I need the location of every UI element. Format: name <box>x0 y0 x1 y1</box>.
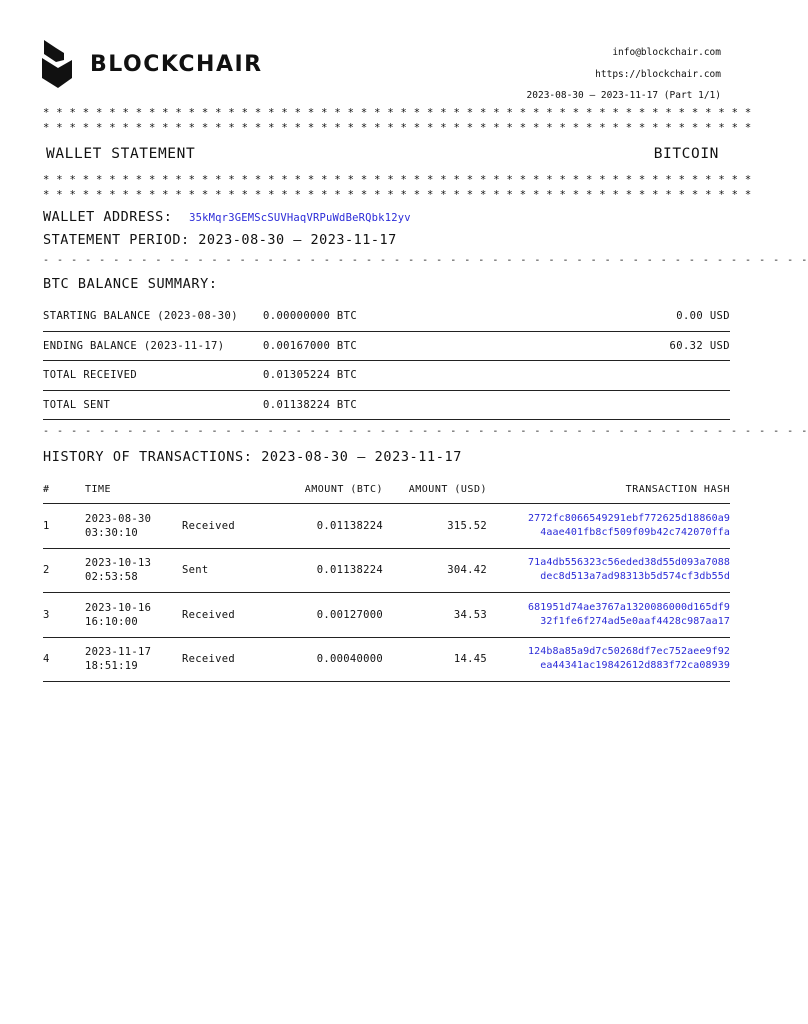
tx-type: Received <box>182 653 235 666</box>
statement-range-part: 2023-08-30 — 2023-11-17 (Part 1/1) <box>526 90 721 101</box>
tx-hash-line[interactable]: 32f1fe6f274ad5e0aaf4428c987aa17 <box>540 615 730 627</box>
tx-amount-btc: 0.01138224 <box>316 519 383 532</box>
summary-btc: 0.01305224 BTC <box>263 369 358 382</box>
table-row <box>43 638 730 683</box>
transactions-table <box>43 476 730 682</box>
tx-num: 4 <box>43 653 50 666</box>
tx-hash-link[interactable] <box>487 512 730 540</box>
summary-row <box>43 391 730 421</box>
summary-row <box>43 302 730 332</box>
tx-time <box>85 601 182 629</box>
brand-logo <box>42 40 263 88</box>
header-num: # <box>43 484 50 495</box>
brand-name: BLOCKCHAIR <box>90 51 263 77</box>
summary-label: STARTING BALANCE (2023-08-30) <box>43 310 238 323</box>
tx-amount-btc: 0.01138224 <box>316 564 383 577</box>
tx-clock: 16:10:00 <box>85 615 138 628</box>
tx-time <box>85 512 182 540</box>
tx-amount-usd: 304.42 <box>447 564 487 577</box>
header-time: TIME <box>85 483 112 495</box>
tx-type: Received <box>182 608 235 621</box>
tx-hash-link[interactable] <box>487 556 730 584</box>
summary-row <box>43 361 730 391</box>
tx-type: Received <box>182 519 235 532</box>
wallet-address-link[interactable]: 35kMqr3GEMScSUVHaqVRPuWdBeRQbk12yv <box>189 212 411 224</box>
tx-hash-link[interactable] <box>487 601 730 629</box>
contact-website[interactable]: https://blockchair.com <box>595 68 721 80</box>
separator-stars: * * * * * * * * * * * * * * * * * * * * * * * * * * * * * * * * * * * * * * * * * * * * * * * * * * * * * * <box>43 122 752 134</box>
table-row <box>43 504 730 549</box>
summary-row <box>43 332 730 362</box>
summary-btc: 0.00000000 BTC <box>263 310 358 323</box>
statement-title: WALLET STATEMENT <box>46 146 196 162</box>
tx-hash-line[interactable]: 4aae401fb8cf509f09b42c742070ffa <box>540 526 730 538</box>
blockchair-logo-icon <box>42 40 72 88</box>
wallet-address-line <box>43 209 411 225</box>
tx-num: 1 <box>43 519 50 532</box>
tx-amount-usd: 315.52 <box>447 519 487 532</box>
statement-title-row <box>46 146 719 162</box>
summary-btc: 0.00167000 BTC <box>263 339 358 352</box>
separator-dashes: - - - - - - - - - - - - - - - - - - - - - - - - - - - - - - - - - - - - - - - - - - - - - - - - - - - - - - - <box>43 255 808 266</box>
tx-amount-usd: 14.45 <box>453 653 487 666</box>
separator-stars: * * * * * * * * * * * * * * * * * * * * * * * * * * * * * * * * * * * * * * * * * * * * * * * * * * * * * * <box>43 189 752 201</box>
header-amount-btc: AMOUNT (BTC) <box>304 484 383 495</box>
tx-time <box>85 645 182 673</box>
tx-clock: 03:30:10 <box>85 526 138 539</box>
tx-hash-line[interactable]: dec8d513a7ad98313b5d574cf3db55d <box>540 571 730 583</box>
tx-num: 3 <box>43 608 50 621</box>
tx-hash-line[interactable]: 2772fc8066549291ebf772625d18860a9 <box>528 512 730 524</box>
tx-amount-usd: 34.53 <box>453 608 487 621</box>
contact-email[interactable]: info@blockchair.com <box>612 47 721 58</box>
summary-btc: 0.01138224 BTC <box>263 398 358 411</box>
tx-hash-line[interactable]: 124b8a85a9d7c50268df7ec752aee9f92 <box>528 646 730 658</box>
tx-amount-btc: 0.00040000 <box>316 653 383 666</box>
summary-label: TOTAL SENT <box>43 398 111 411</box>
separator-dashes: - - - - - - - - - - - - - - - - - - - - - - - - - - - - - - - - - - - - - - - - - - - - - - - - - - - - - - - <box>43 426 808 437</box>
summary-usd: 60.32 USD <box>669 339 730 352</box>
table-row <box>43 549 730 594</box>
summary-label: ENDING BALANCE (2023-11-17) <box>43 339 225 352</box>
tx-date: 2023-08-30 <box>85 512 152 525</box>
summary-title: BTC BALANCE SUMMARY: <box>43 276 218 292</box>
tx-time <box>85 556 182 584</box>
balance-summary-table <box>43 302 730 420</box>
tx-date: 2023-11-17 <box>85 646 152 659</box>
tx-hash-link[interactable] <box>487 645 730 673</box>
wallet-address-label: WALLET ADDRESS: <box>43 209 173 225</box>
tx-hash-line[interactable]: 681951d74ae3767a1320086000d165df9 <box>528 601 730 613</box>
tx-clock: 18:51:19 <box>85 660 138 673</box>
transactions-header <box>43 476 730 504</box>
statement-currency: BITCOIN <box>653 146 719 162</box>
summary-label: TOTAL RECEIVED <box>43 369 138 382</box>
header-amount-usd: AMOUNT (USD) <box>408 484 487 495</box>
tx-date: 2023-10-16 <box>85 601 152 614</box>
table-row <box>43 593 730 638</box>
summary-usd: 0.00 USD <box>676 310 730 323</box>
tx-num: 2 <box>43 564 50 577</box>
separator-stars: * * * * * * * * * * * * * * * * * * * * * * * * * * * * * * * * * * * * * * * * * * * * * * * * * * * * * * <box>43 107 752 119</box>
contact-block <box>527 42 721 107</box>
statement-period: STATEMENT PERIOD: 2023-08-30 — 2023-11-17 <box>43 232 397 248</box>
tx-hash-line[interactable]: ea44341ac19842612d883f72ca08939 <box>540 660 730 672</box>
history-title: HISTORY OF TRANSACTIONS: 2023-08-30 — 2023-11-17 <box>43 449 462 465</box>
header-tx-hash: TRANSACTION HASH <box>625 483 730 495</box>
tx-hash-line[interactable]: 71a4db556323c56eded38d55d093a7088 <box>528 557 730 569</box>
tx-date: 2023-10-13 <box>85 557 152 570</box>
tx-clock: 02:53:58 <box>85 571 138 584</box>
tx-amount-btc: 0.00127000 <box>316 608 383 621</box>
tx-type: Sent <box>182 564 209 577</box>
separator-stars: * * * * * * * * * * * * * * * * * * * * * * * * * * * * * * * * * * * * * * * * * * * * * * * * * * * * * * <box>43 174 752 186</box>
